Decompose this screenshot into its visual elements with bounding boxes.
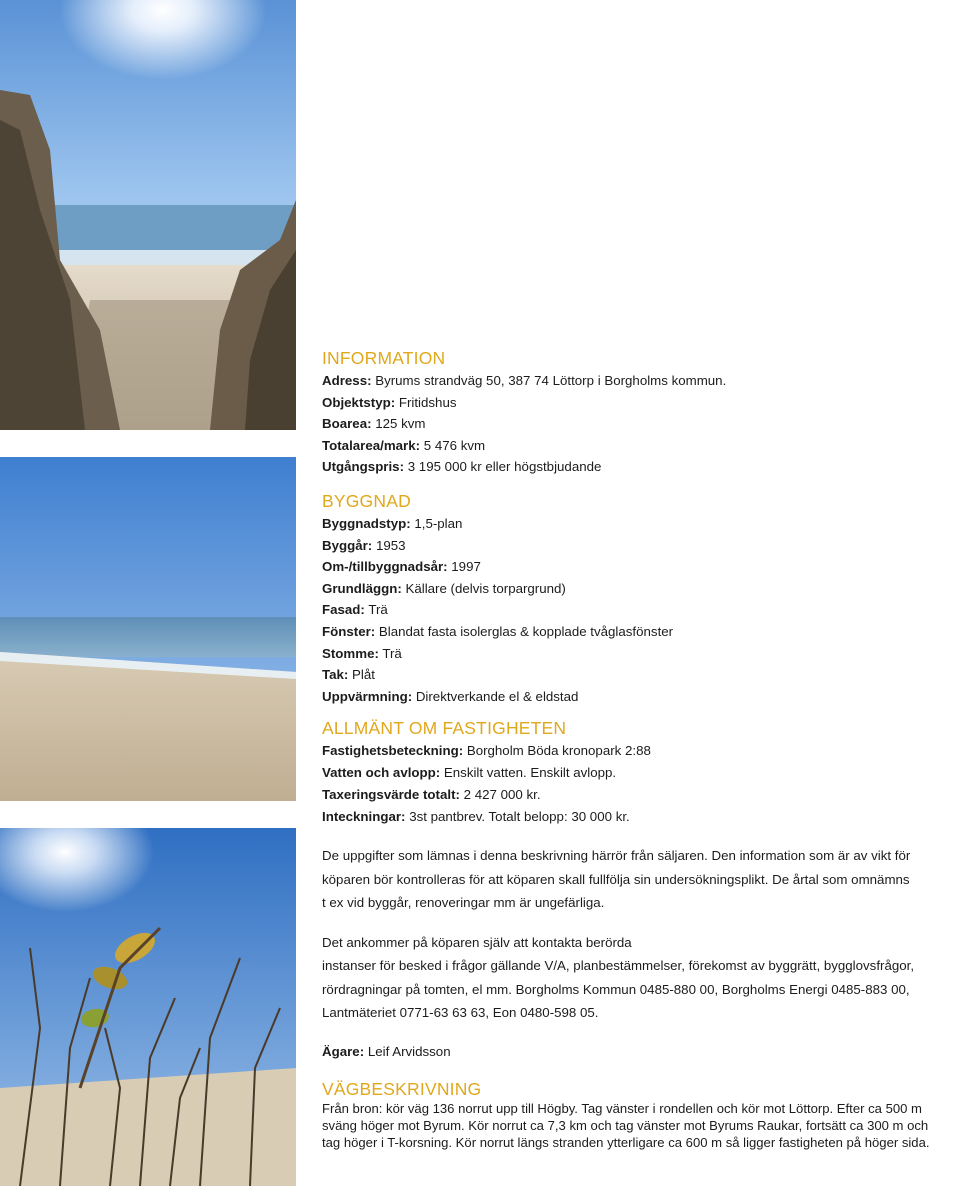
information-row <box>322 435 954 457</box>
information-row-value: Byrums strandväg 50, 387 74 Löttorp i Borgholms kommun. <box>371 373 727 388</box>
disclaimer-line: De uppgifter som lämnas i denna beskrivning härrör från säljaren. Den information som är av vikt för <box>322 848 911 864</box>
building-row-label: Tak: <box>322 667 349 683</box>
buyer-notice-line: Lantmäteriet 0771-63 63 63, Eon 0480-598 05. <box>322 1005 599 1021</box>
building-row <box>322 556 954 578</box>
building-row-label: Byggnadstyp: <box>322 515 411 531</box>
information-row-label: Objektstyp: <box>322 394 396 410</box>
building-row-value: 1,5-plan <box>410 515 463 531</box>
general-row-label: Fastighetsbeteckning: <box>322 743 464 759</box>
building-row-value: 1953 <box>372 537 406 553</box>
information-row-value: Fritidshus <box>395 394 457 410</box>
directions-section <box>322 1078 954 1151</box>
general-row <box>322 740 954 762</box>
building-row-value: 1997 <box>447 559 481 575</box>
general-row-value: Enskilt vatten. Enskilt avlopp. <box>440 765 617 781</box>
building-row-label: Om-/tillbyggnadsår: <box>322 559 448 575</box>
building-row <box>322 599 954 621</box>
building-row <box>322 578 954 600</box>
building-heading: BYGGNAD <box>322 490 411 511</box>
directions-lines-line: sväng höger mot Byrum. Kör norrut ca 7,3 km och tag vänster mot Byrums Raukar, fortsätt ca 300 m och <box>322 1118 929 1134</box>
general-row-value: 2 427 000 kr. <box>459 787 541 803</box>
buyer-notice-line: Det ankommer på köparen själv att kontakta berörda <box>322 934 632 950</box>
disclaimer-line: köparen bör kontrolleras för att köparen skall fullfölja sin undersökningsplikt. De årtal som omnämns <box>322 871 910 887</box>
building-row-label: Fönster: <box>322 623 376 639</box>
building-row <box>322 643 954 665</box>
building-row <box>322 513 954 535</box>
general-heading: ALLMÄNT OM FASTIGHETEN <box>322 718 567 739</box>
building-row <box>322 621 954 643</box>
information-row-value: 125 kvm <box>371 416 426 432</box>
owner-label: Ägare: <box>322 1043 365 1059</box>
information-row-label: Totalarea/mark: <box>322 437 421 453</box>
disclaimer-paragraph <box>322 844 954 915</box>
building-row-label: Grundläggn: <box>322 580 402 596</box>
building-row-value: Blandat fasta isolerglas & kopplade tvåglasfönster <box>375 623 674 639</box>
general-row-label: Vatten och avlopp: <box>322 765 441 781</box>
building-row-label: Fasad: <box>322 602 365 618</box>
building-row-value: Källare (delvis torpargrund) <box>401 580 566 596</box>
information-row-label: Utgångspris: <box>322 459 405 475</box>
directions-lines-line: Från bron: kör väg 136 norrut upp till Högby. Tag vänster i rondellen och kör mot Löttorp. Efter ca 500 m <box>322 1101 922 1117</box>
general-row <box>322 762 954 784</box>
building-row-value: Direktverkande el & eldstad <box>412 688 579 704</box>
information-section <box>322 347 954 478</box>
information-row <box>322 456 954 478</box>
information-row-label: Boarea: <box>322 416 372 432</box>
owner-row <box>322 1041 954 1063</box>
directions-heading: VÄGBESKRIVNING <box>322 1079 482 1100</box>
information-row-value: 3 195 000 kr eller högstbjudande <box>404 459 602 475</box>
property-description <box>322 347 954 1151</box>
building-row-value: Trä <box>378 645 402 661</box>
buyer-notice-paragraph <box>322 931 954 1025</box>
directions-lines-line: tag höger i T-korsning. Kör norrut längs stranden ytterligare ca 600 m så ligger fastigheten på höger sida. <box>322 1135 930 1151</box>
general-row-value: Borgholm Böda kronopark 2:88 <box>463 743 651 759</box>
buyer-notice-line: instanser för besked i frågor gällande V/A, planbestämmelser, förekomst av byggrätt, bygglovsfrågor, <box>322 958 915 974</box>
information-row <box>322 392 954 414</box>
building-row <box>322 686 954 708</box>
beach-between-rocks-photo <box>0 0 296 430</box>
general-section <box>322 717 954 828</box>
information-heading: INFORMATION <box>322 348 446 368</box>
information-row-label: Adress: <box>322 373 372 388</box>
building-row-value: Plåt <box>348 667 375 683</box>
information-row <box>322 413 954 435</box>
building-row <box>322 664 954 686</box>
sandy-beach-sea-photo <box>0 457 296 801</box>
owner-value: Leif Arvidsson <box>364 1043 451 1059</box>
general-row-value: 3st pantbrev. Totalt belopp: 30 000 kr. <box>405 809 630 825</box>
information-row-value: 5 476 kvm <box>420 437 486 453</box>
information-row <box>322 370 954 392</box>
building-row-label: Byggår: <box>322 537 373 553</box>
budding-branch-dunes-photo <box>0 828 296 1186</box>
building-section <box>322 490 954 707</box>
general-row <box>322 806 954 828</box>
building-row <box>322 535 954 557</box>
buyer-notice-line: rördragningar på tomten, el mm. Borgholms Kommun 0485-880 00, Borgholms Energi 0485-883 00, <box>322 981 910 997</box>
general-row-label: Inteckningar: <box>322 809 406 825</box>
general-row <box>322 784 954 806</box>
general-row-label: Taxeringsvärde totalt: <box>322 787 460 803</box>
disclaimer-line: t ex vid byggår, renoveringar mm är ungefärliga. <box>322 895 605 911</box>
building-row-label: Stomme: <box>322 645 379 661</box>
building-row-value: Trä <box>364 602 388 618</box>
building-row-label: Uppvärmning: <box>322 688 413 704</box>
